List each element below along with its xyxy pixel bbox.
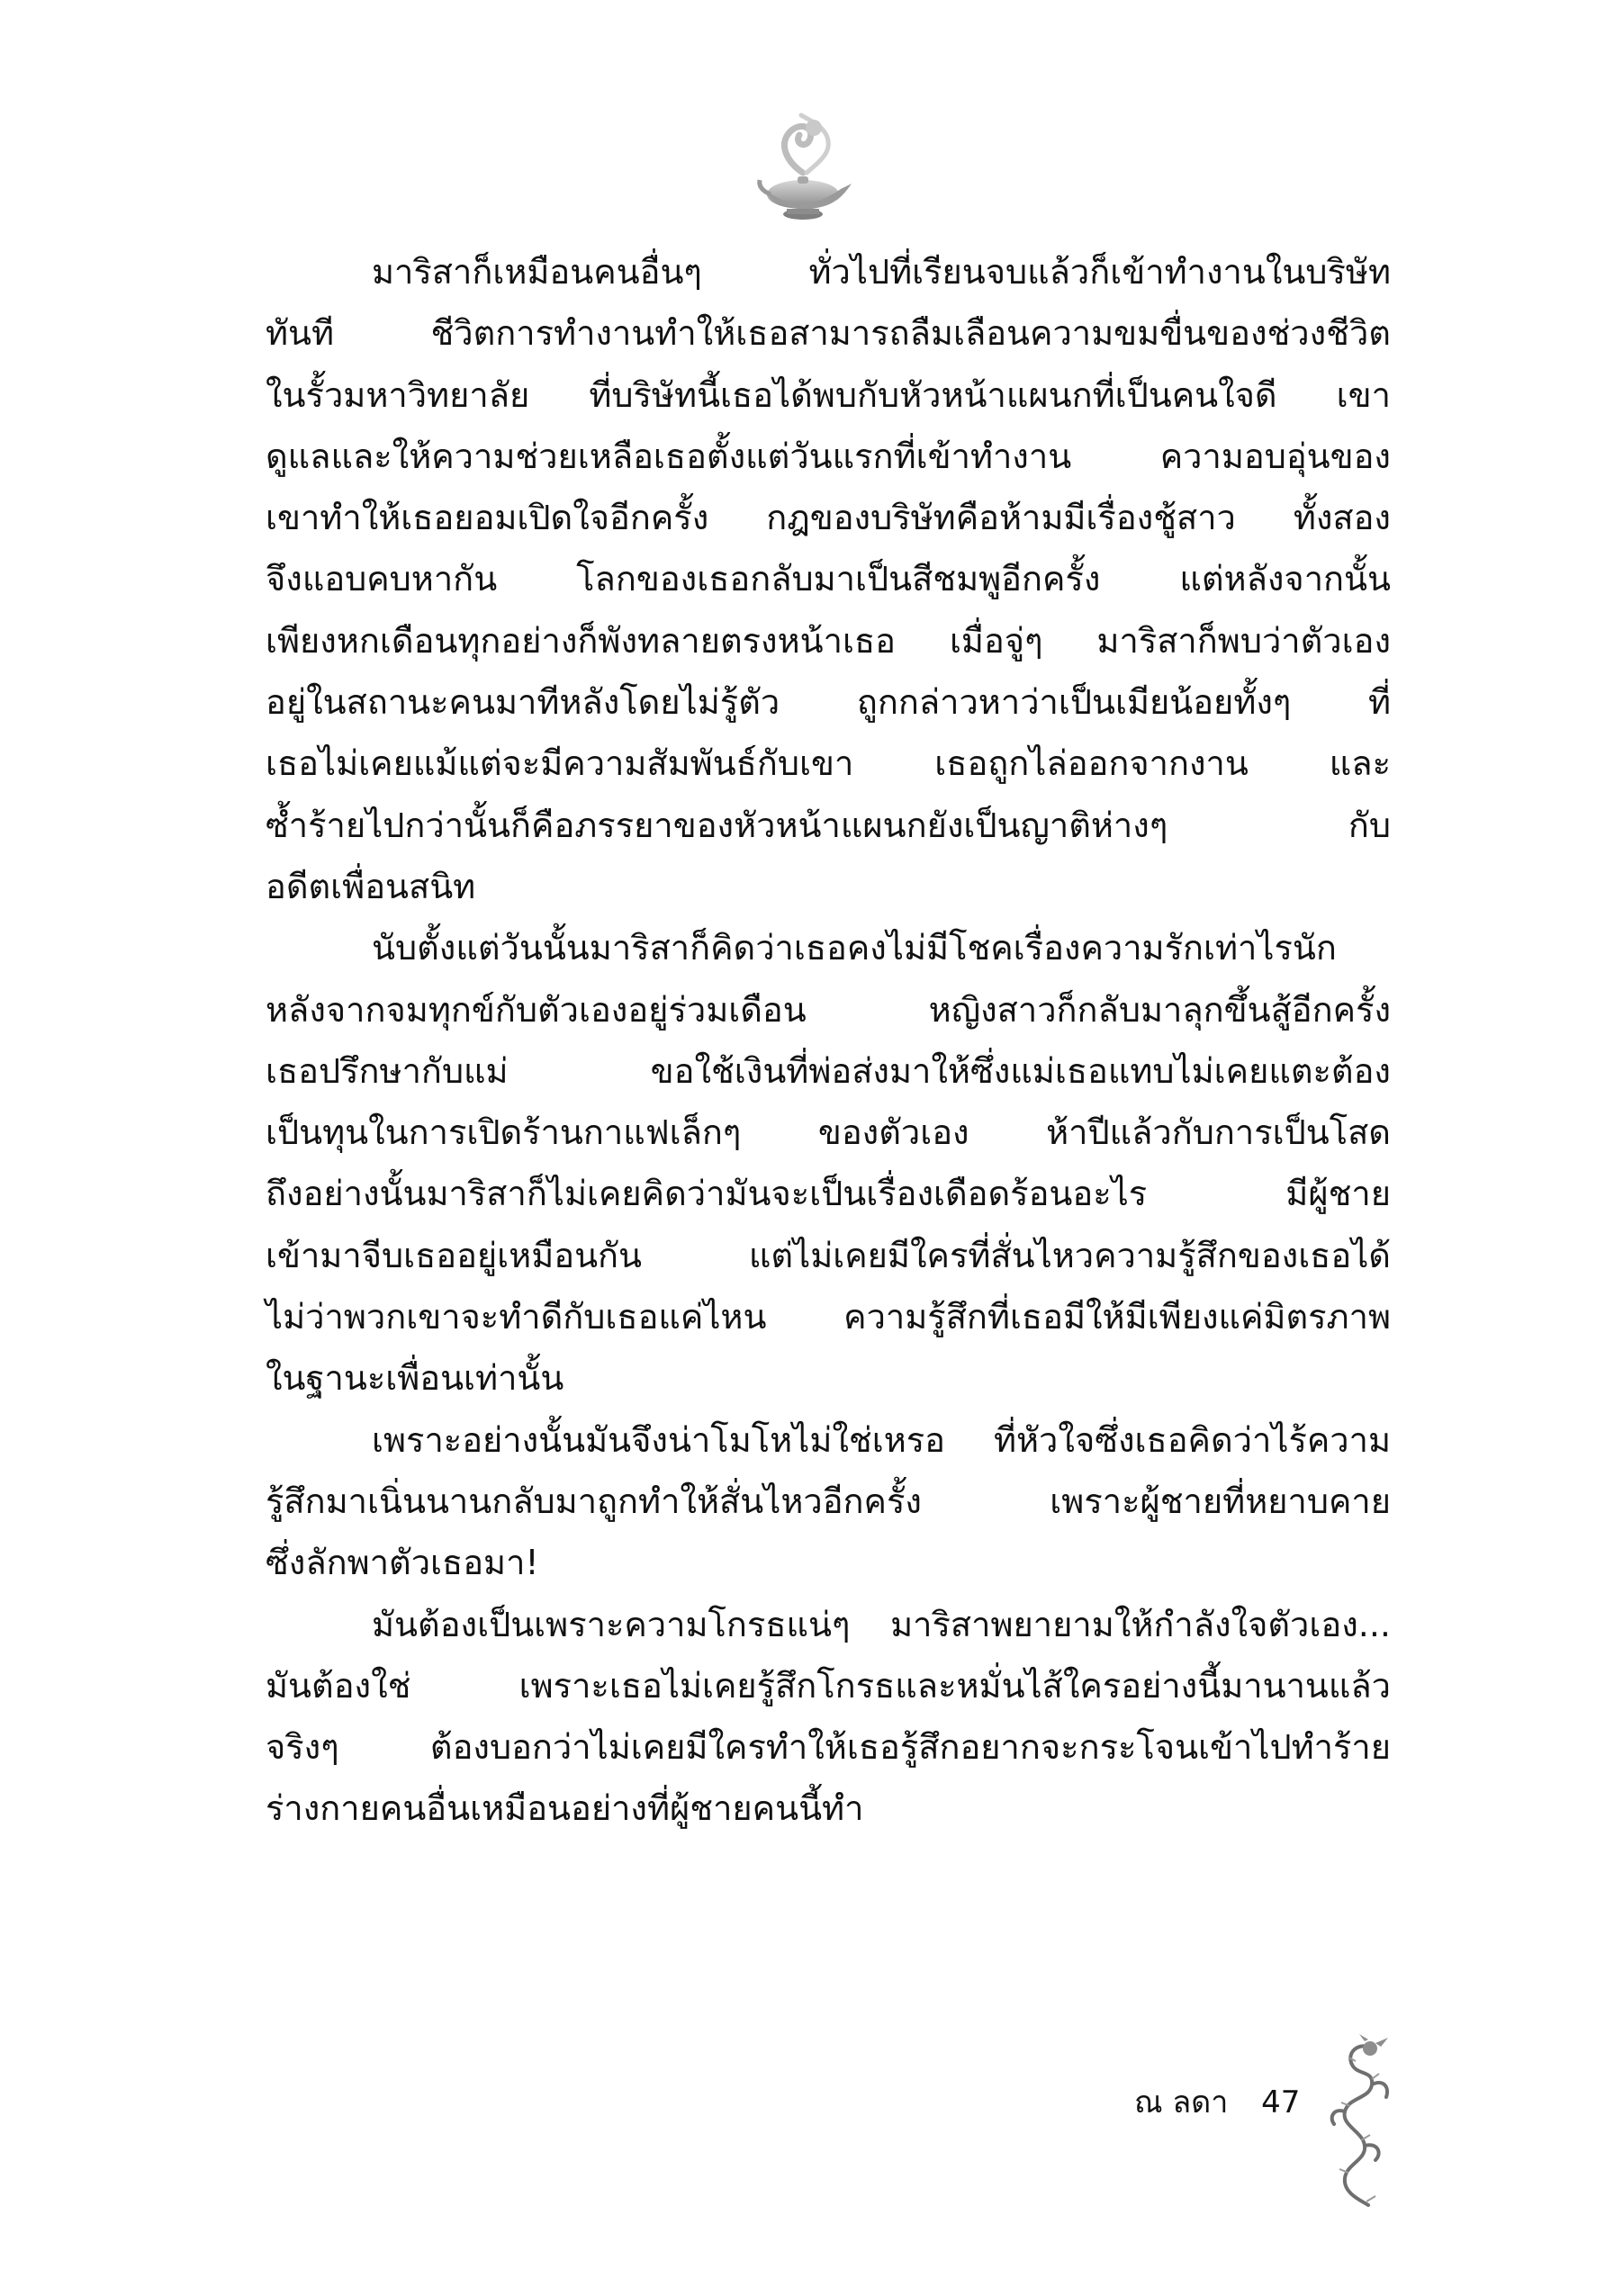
text-line: เพราะอย่างนั้นมันจึงน่าโมโหไม่ใช่เหรอ ที่หัวใจซึ่งเธอคิดว่าไร้ความ xyxy=(372,1419,1391,1460)
text-line: จึงแอบคบหากัน โลกของเธอกลับมาเป็นสีชมพูอีกครั้ง แต่หลังจากนั้น xyxy=(266,559,1391,599)
text-line: ไม่ว่าพวกเขาจะทำดีกับเธอแค่ไหน ความรู้สึกที่เธอมีให้มีเพียงแค่มิตรภาพ xyxy=(266,1297,1391,1337)
text-line: ร่างกายคนอื่นเหมือนอย่างที่ผู้ชายคนนี้ทำ xyxy=(266,1788,864,1829)
paragraph-1 xyxy=(266,241,1391,917)
text-line: มาริสาก็เหมือนคนอื่นๆ ทั่วไปที่เรียนจบแล้วก็เข้าทำงานในบริษัท xyxy=(372,252,1391,292)
text-line: ดูแลและให้ความช่วยเหลือเธอตั้งแต่วันแรกที่เข้าทำงาน ความอบอุ่นของ xyxy=(266,436,1391,476)
text-line: นับตั้งแต่วันนั้นมาริสาก็คิดว่าเธอคงไม่มีโชคเรื่องความรักเท่าไรนัก xyxy=(372,928,1337,968)
text-line: อยู่ในสถานะคนมาทีหลังโดยไม่รู้ตัว ถูกกล่าวหาว่าเป็นเมียน้อยทั้งๆ ที่ xyxy=(266,682,1391,723)
text-line: รู้สึกมาเนิ่นนานกลับมาถูกทำให้สั่นไหวอีกครั้ง เพราะผู้ชายที่หยาบคาย xyxy=(266,1481,1391,1521)
text-line: เข้ามาจีบเธออยู่เหมือนกัน แต่ไม่เคยมีใครที่สั่นไหวความรู้สึกของเธอได้ xyxy=(266,1235,1391,1275)
text-line: เธอปรึกษากับแม่ ขอใช้เงินที่พ่อส่งมาให้ซึ่งแม่เธอแทบไม่เคยแตะต้อง xyxy=(266,1050,1391,1091)
page-footer xyxy=(1134,2077,1323,2126)
text-line: เพียงหกเดือนทุกอย่างก็พังทลายตรงหน้าเธอ เมื่อจู่ๆ มาริสาก็พบว่าตัวเอง xyxy=(266,620,1391,661)
genie-lamp-icon xyxy=(751,108,859,234)
paragraph-4 xyxy=(266,1594,1391,1840)
text-line: ซ้ำร้ายไปกว่านั้นก็คือภรรยาของหัวหน้าแผนกยังเป็นญาติห่างๆ กับ xyxy=(266,805,1391,845)
page-number: 47 xyxy=(1261,2084,1301,2120)
text-line: มันต้องเป็นเพราะความโกรธแน่ๆ มาริสาพยายามให้กำลังใจตัวเอง... xyxy=(372,1604,1391,1644)
text-line: หลังจากจมทุกข์กับตัวเองอยู่ร่วมเดือน หญิงสาวก็กลับมาลุกขึ้นสู้อีกครั้ง xyxy=(266,989,1391,1030)
text-line: จริงๆ ต้องบอกว่าไม่เคยมีใครทำให้เธอรู้สึกอยากจะกระโจนเข้าไปทำร้าย xyxy=(266,1727,1391,1768)
paragraph-3 xyxy=(266,1409,1391,1594)
text-line: ซึ่งลักพาตัวเธอมา! xyxy=(266,1543,539,1583)
text-line: ในฐานะเพื่อนเท่านั้น xyxy=(266,1358,564,1399)
text-line: เขาทำให้เธอยอมเปิดใจอีกครั้ง กฎของบริษัทคือห้ามมีเรื่องชู้สาว ทั้งสอง xyxy=(266,498,1391,538)
text-line: ทันที ชีวิตการทำงานทำให้เธอสามารถลืมเลือนความขมขื่นของช่วงชีวิต xyxy=(266,313,1391,354)
text-line: มันต้องใช่ เพราะเธอไม่เคยรู้สึกโกรธและหมั่นไส้ใครอย่างนี้มานานแล้ว xyxy=(266,1665,1391,1706)
text-line: ในรั้วมหาวิทยาลัย ที่บริษัทนี้เธอได้พบกับหัวหน้าแผนกที่เป็นคนใจดี เขา xyxy=(266,374,1391,415)
dragon-icon xyxy=(1316,2034,1406,2214)
text-line: ถึงอย่างนั้นมาริสาก็ไม่เคยคิดว่ามันจะเป็นเรื่องเดือดร้อนอะไร มีผู้ชาย xyxy=(266,1174,1391,1214)
text-line: เธอไม่เคยแม้แต่จะมีความสัมพันธ์กับเขา เธอถูกไล่ออกจากงาน และ xyxy=(266,743,1391,784)
paragraph-2 xyxy=(266,917,1391,1409)
author-name: ณ ลดา xyxy=(1134,2084,1229,2120)
text-line: อดีตเพื่อนสนิท xyxy=(266,866,476,906)
text-line: เป็นทุนในการเปิดร้านกาแฟเล็กๆ ของตัวเอง ห้าปีแล้วกับการเป็นโสด xyxy=(266,1112,1391,1153)
chapter-body-text xyxy=(266,241,1391,1840)
